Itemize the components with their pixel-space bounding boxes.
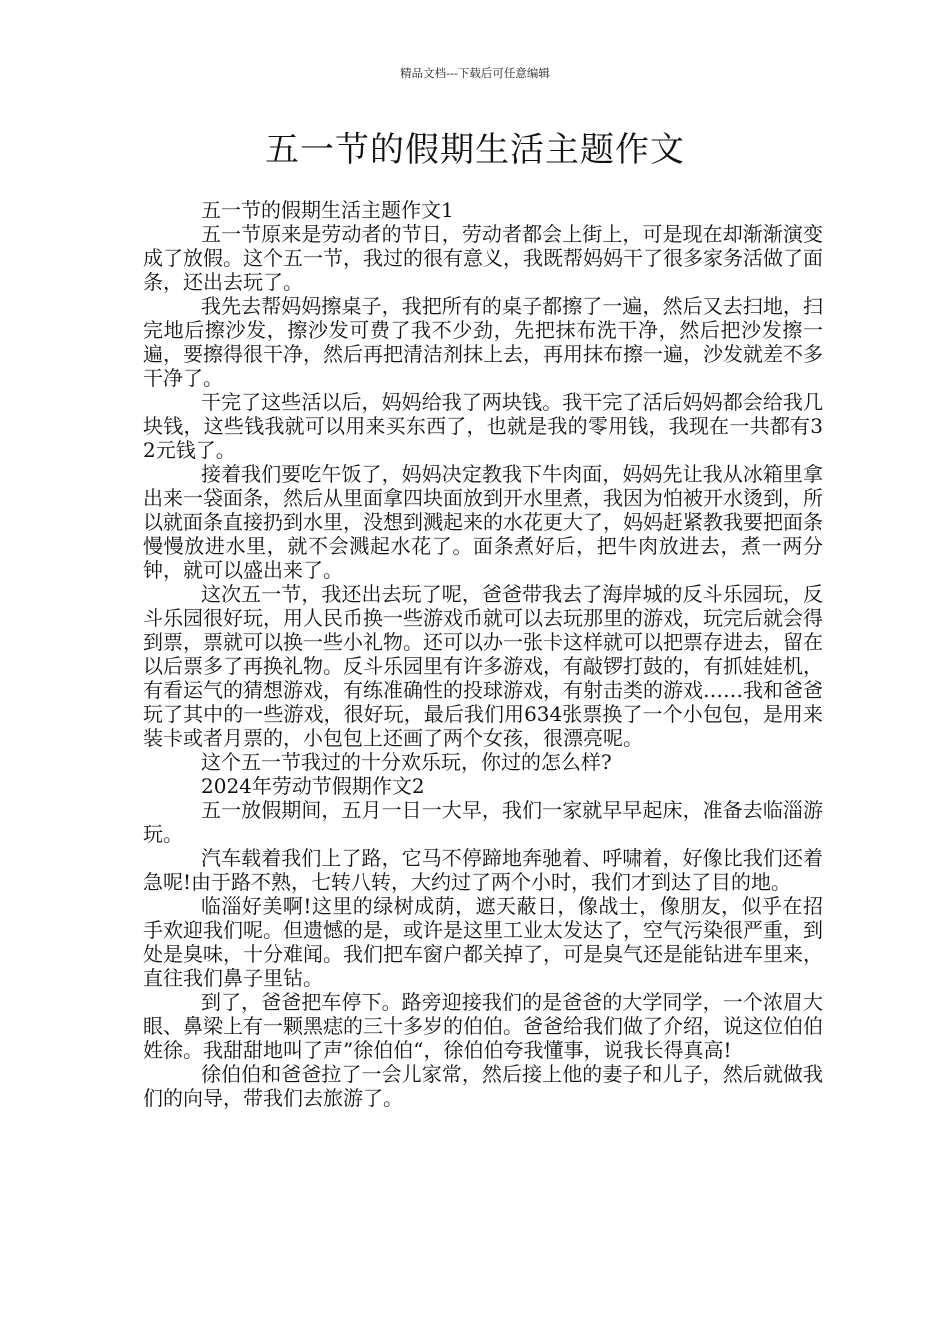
paragraph: 我先去帮妈妈擦桌子，我把所有的桌子都擦了一遍，然后又去扫地，扫完地后擦沙发，擦沙发可费了我不少劲，先把抹布洗干净，然后把沙发擦一遍，要擦得很干净，然后再把清洁剂抹上去，再用抹布擦一遍，沙发就差不多干净了。 — [143, 294, 823, 390]
paragraph: 五一放假期间，五月一日一大早，我们一家就早早起床，准备去临淄游玩。 — [143, 798, 823, 846]
document-title: 五一节的假期生活主题作文 — [265, 130, 685, 170]
section-heading-1: 五一节的假期生活主题作文1 — [201, 198, 454, 222]
paragraph: 五一节原来是劳动者的节日，劳动者都会上街上，可是现在却渐渐演变成了放假。这个五一节，我过的很有意义，我既帮妈妈干了很多家务活做了面条，还出去玩了。 — [143, 222, 823, 294]
paragraph: 这个五一节我过的十分欢乐玩，你过的怎么样? — [201, 750, 612, 774]
paragraph: 干完了这些活以后，妈妈给我了两块钱。我干完了活后妈妈都会给我几块钱，这些钱我就可以用来买东西了，也就是我的零用钱，我现在一共都有32元钱了。 — [143, 390, 823, 462]
section-heading-2: 2024年劳动节假期作文2 — [201, 774, 425, 798]
paragraph: 徐伯伯和爸爸拉了一会儿家常，然后接上他的妻子和儿子，然后就做我们的向导，带我们去旅游了。 — [143, 1062, 823, 1110]
page-header: 精品文档---下载后可任意编辑 — [400, 66, 550, 80]
paragraph: 接着我们要吃午饭了，妈妈决定教我下牛肉面，妈妈先让我从冰箱里拿出来一袋面条，然后从里面拿四块面放到开水里煮，我因为怕被开水烫到，所以就面条直接扔到水里，没想到溅起来的水花更大了，妈妈赶紧教我要把面条慢慢放进水里，就不会溅起水花了。面条煮好后，把牛肉放进去，煮一两分钟，就可以盛出来了。 — [143, 462, 823, 582]
paragraph: 汽车载着我们上了路，它马不停蹄地奔驰着、呼啸着，好像比我们还着急呢!由于路不熟，七转八转，大约过了两个小时，我们才到达了目的地。 — [143, 846, 823, 894]
paragraph: 临淄好美啊!这里的绿树成荫，遮天蔽日，像战士，像朋友，似乎在招手欢迎我们呢。但遗憾的是，或许是这里工业太发达了，空气污染很严重，到处是臭味，十分难闻。我们把车窗户都关掉了，可是臭气还是能钻进车里来，直往我们鼻子里钻。 — [143, 894, 823, 990]
paragraph: 这次五一节，我还出去玩了呢，爸爸带我去了海岸城的反斗乐园玩，反斗乐园很好玩，用人民币换一些游戏币就可以去玩那里的游戏，玩完后就会得到票，票就可以换一些小礼物。还可以办一张卡这样就可以把票存进去，留在以后票多了再换礼物。反斗乐园里有许多游戏，有敲锣打鼓的，有抓娃娃机，有看运气的猜想游戏，有练准确性的投球游戏，有射击类的游戏……我和爸爸玩了其中的一些游戏，很好玩，最后我们用634张票换了一个小包包，是用来装卡或者月票的，小包包上还画了两个女孩，很漂亮呢。 — [143, 582, 823, 750]
paragraph: 到了，爸爸把车停下。路旁迎接我们的是爸爸的大学同学，一个浓眉大眼、鼻梁上有一颗黑痣的三十多岁的伯伯。爸爸给我们做了介绍，说这位伯伯姓徐。我甜甜地叫了声”徐伯伯“，徐伯伯夸我懂事，说我长得真高! — [143, 990, 823, 1062]
document-body — [143, 198, 823, 1110]
